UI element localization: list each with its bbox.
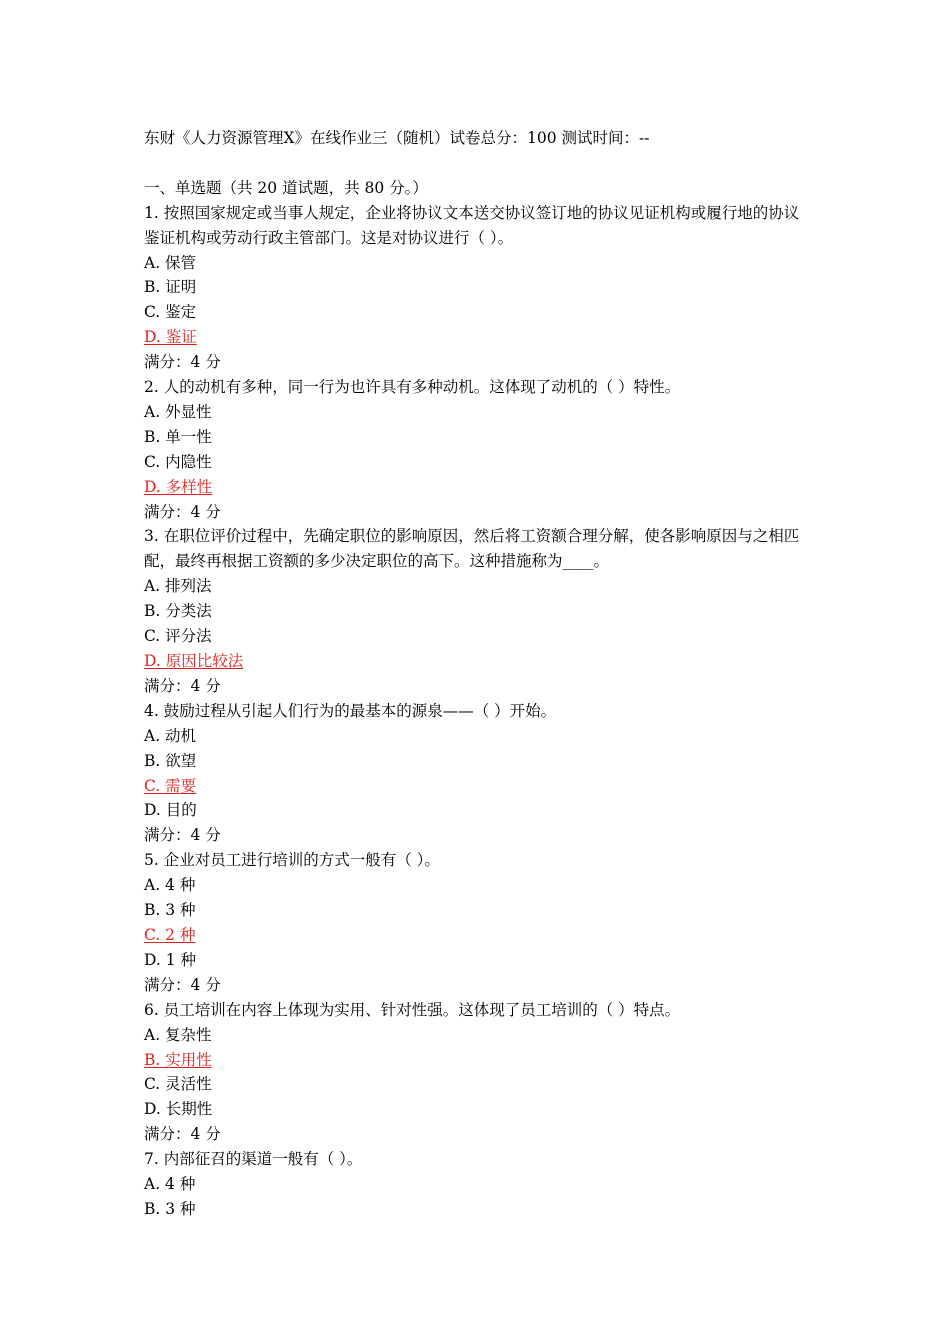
question-stem: 7. 内部征召的渠道一般有（ ）。 [144, 1150, 363, 1169]
option [144, 1072, 814, 1097]
answer-option [144, 649, 814, 674]
option-label: C. 鉴定 [144, 303, 197, 322]
option [144, 1023, 814, 1048]
option-label: D. 目的 [144, 801, 197, 820]
option-label: D. 鉴证 [144, 328, 197, 347]
option [144, 1097, 814, 1122]
option [144, 574, 814, 599]
option-label: C. 需要 [144, 776, 197, 795]
option-label: B. 欲望 [144, 751, 197, 770]
question-item [144, 375, 814, 524]
option-label: B. 3 种 [144, 901, 196, 920]
option-label: C. 2 种 [144, 925, 196, 944]
option-label: A. 4 种 [144, 1175, 196, 1194]
question-item [144, 998, 814, 1147]
option-label: C. 评分法 [144, 627, 212, 646]
question-score: 满分：4 分 [144, 1125, 221, 1144]
option-label: B. 证明 [144, 278, 197, 297]
answer-option [144, 325, 814, 350]
option [144, 300, 814, 325]
question-stem: 4. 鼓励过程从引起人们行为的最基本的源泉——（ ）开始。 [144, 701, 557, 720]
option [144, 251, 814, 276]
question-item [144, 699, 814, 848]
section-title: 一、单选题（共 20 道试题，共 80 分。） [144, 178, 428, 197]
option [144, 724, 814, 749]
question-stem: 2. 人的动机有多种，同一行为也许具有多种动机。这体现了动机的（ ）特性。 [144, 378, 681, 397]
question-stem: 5. 企业对员工进行培训的方式一般有（ ）。 [144, 851, 440, 870]
answer-option [144, 923, 814, 948]
option-label: A. 外显性 [144, 402, 212, 421]
option-label: C. 灵活性 [144, 1075, 212, 1094]
option-label: A. 动机 [144, 726, 197, 745]
option [144, 798, 814, 823]
option [144, 749, 814, 774]
option [144, 450, 814, 475]
option [144, 599, 814, 624]
answer-option [144, 774, 814, 799]
document-title: 东财《人力资源管理X》在线作业三（随机）试卷总分：100 测试时间：-- [144, 129, 650, 147]
option [144, 873, 814, 898]
question-stem: 6. 员工培训在内容上体现为实用、针对性强。这体现了员工培训的（ ）特点。 [144, 1000, 681, 1019]
question-score: 满分：4 分 [144, 975, 221, 994]
option [144, 425, 814, 450]
question-item [144, 1147, 814, 1222]
answer-option [144, 1048, 814, 1073]
option-label: B. 分类法 [144, 602, 212, 621]
question-item [144, 524, 814, 698]
option-label: D. 原因比较法 [144, 652, 244, 671]
question-score: 满分：4 分 [144, 676, 221, 695]
option-label: B. 实用性 [144, 1050, 212, 1069]
option-label: D. 1 种 [144, 950, 197, 969]
option-label: A. 排列法 [144, 577, 212, 596]
option-label: A. 保管 [144, 253, 197, 272]
option-label: D. 多样性 [144, 477, 213, 496]
option-label: D. 长期性 [144, 1100, 213, 1119]
question-item [144, 848, 814, 997]
question-score: 满分：4 分 [144, 502, 221, 521]
option-label: B. 3 种 [144, 1199, 196, 1218]
option [144, 400, 814, 425]
answer-option [144, 475, 814, 500]
option-label: A. 复杂性 [144, 1025, 212, 1044]
question-stem: 1. 按照国家规定或当事人规定，企业将协议文本送交协议签订地的协议见证机构或履行地的协议鉴证机构或劳动行政主管部门。这是对协议进行（ ）。 [144, 203, 800, 247]
option [144, 275, 814, 300]
option [144, 898, 814, 923]
option [144, 624, 814, 649]
option-label: A. 4 种 [144, 876, 196, 895]
question-list [144, 201, 814, 1222]
option [144, 1172, 814, 1197]
option [144, 948, 814, 973]
document-page [144, 126, 814, 1222]
option [144, 1197, 814, 1222]
option-label: C. 内隐性 [144, 452, 212, 471]
question-item [144, 201, 814, 375]
option-label: B. 单一性 [144, 427, 212, 446]
question-score: 满分：4 分 [144, 353, 221, 372]
question-stem: 3. 在职位评价过程中，先确定职位的影响原因，然后将工资额合理分解，使各影响原因与之相匹配，最终再根据工资额的多少决定职位的高下。这种措施称为____。 [144, 527, 800, 571]
question-score: 满分：4 分 [144, 826, 221, 845]
spacer [144, 151, 814, 176]
